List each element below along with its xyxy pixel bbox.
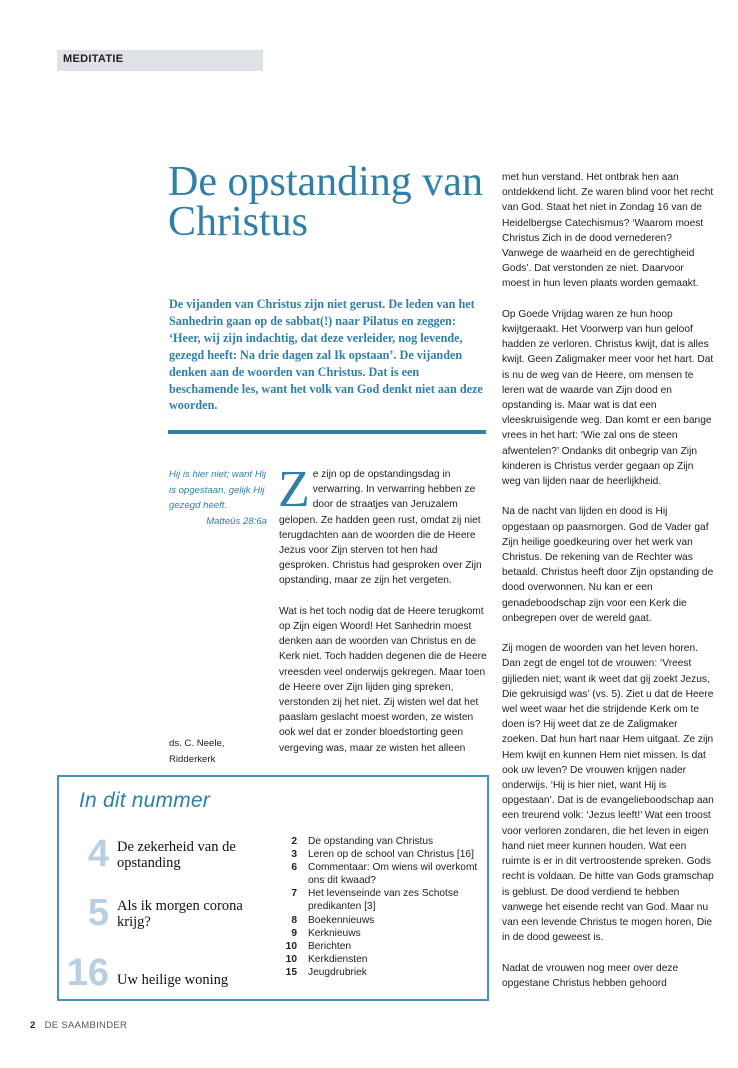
featured-page-number: 4 (87, 833, 109, 875)
body-column-1 (278, 461, 487, 756)
featured-title: De zekerheid van de opstanding (117, 839, 236, 871)
body-column-2 (502, 170, 714, 991)
body-paragraph: Zij mogen de woorden van het leven horen. Dan zegt de engel tot de vrouwen: ‘Vreest gijlieden niet; want ik weet dat gij zoekt Jezus, Die gekruisigd was’ (vs. 5). Ziet u dat de Heere wel weet waar het die strijdende Kerk om te doen is? Hij weet dat ze de Zaligmaker zoeken. Dat hun hart naar Hem uitgaat. Ze zijn Hem kwijt en kunnen Hem niet missen. Is dat ook uw leven? De vrouwen krijgen nader onderwijs. ‘Hij is hier niet, want Hij is opgestaan’. Dat is de evangelieboodschap aan een treurend volk: ‘Jezus leeft!’ Wat een troost voor verloren zondaren, die het leven in eigen hand niet meer kunnen houden. Wat een ruimte is er in dit vertroostende spreken. Gods recht is voldaan. De hitte van Gods gramschap is geblust. De dood verdiend te hebben vanwege het eisende recht van God. Maar nu van een levende Christus te mogen horen, Die in de dood geweest is. (502, 643, 714, 944)
toc-item[interactable] (281, 914, 481, 927)
author-place: Ridderkerk (169, 754, 216, 765)
footer-publication: DE SAAMBINDER (44, 1020, 128, 1031)
toc-item[interactable] (281, 940, 481, 953)
toc-item[interactable] (281, 835, 481, 848)
quote-reference: Matteüs 28:6a (206, 515, 267, 527)
page-footer (30, 1020, 127, 1031)
toc-page: 2 (291, 836, 297, 847)
toc-item[interactable] (281, 966, 481, 979)
toc-item[interactable] (281, 861, 481, 887)
toc-label: Het levenseinde van zes Schotse predikanten [3] (308, 888, 459, 913)
section-tag (57, 50, 263, 71)
toc-label: Jeugdrubriek (308, 966, 367, 978)
toc-page: 15 (285, 966, 297, 978)
article-title: De opstanding van Christus (168, 159, 483, 245)
toc-page: 10 (285, 953, 297, 965)
paragraph-text: e zijn op de opstandingsdag in verwarring. In verwarring hebben ze door de straatjes van Jeruzalem gelopen. Ze hadden geen rust, omdat zij niet terugdachten aan de woorden die de Heere Jezus voor Zijn sterven tot hen had gesproken. Christus had gesproken over Zijn opstanding, maar ze zijn het vergeten. (279, 469, 482, 587)
toc-page: 3 (291, 849, 297, 861)
toc-page: 10 (285, 940, 297, 952)
toc-label: De opstanding van Christus (308, 836, 434, 847)
featured-page-number: 16 (66, 952, 109, 994)
toc-label: Kerkdiensten (308, 953, 368, 965)
toc-page: 7 (291, 888, 297, 900)
article-intro: De vijanden van Christus zijn niet gerust. De leden van het Sanhedrin gaan op de sabbat(!) naar Pilatus en zeggen: ‘Heer, wij zijn indachtig, dat deze verleider, nog levende, gezegd heeft: Na drie dagen zal Ik opstaan’. De vijanden denken aan de woorden van Christus. Dat is een beschamende les, want het volk van God denkt niet aan deze woorden. (169, 297, 483, 413)
toc-page: 9 (291, 927, 297, 939)
toc-page: 6 (291, 862, 297, 874)
toc-label: Leren op de school van Christus [16] (308, 849, 474, 861)
featured-page-number: 5 (87, 892, 109, 934)
body-paragraph (278, 461, 487, 589)
footer-page-number: 2 (30, 1020, 36, 1031)
toc-heading: In dit nummer (79, 789, 210, 812)
toc-page: 8 (291, 914, 297, 926)
drop-cap: Z (278, 461, 310, 518)
quote-text: Hij is hier niet; want Hij is opgestaan, gelijk Hij gezegd heeft. (169, 469, 267, 511)
author-byline (169, 736, 267, 768)
intro-divider (168, 430, 486, 434)
featured-title: Als ik morgen corona krijg? (117, 898, 243, 930)
body-paragraph: Wat is het toch nodig dat de Heere terugkomt op Zijn eigen Woord! Het Sanhedrin moest denken aan de woorden van Christus en de Kerk niet. Toch hadden degenen die de Heere vreesden veel onderwijs gekregen. Maar toen de Heere over Zijn lijden ging spreken, verstonden zij het niet. Zij wisten wel dat het paaslam geslacht moest worden, ze wisten ook wel dat er zonder bloedstorting geen vergeving was, maar ze wisten het alleen (279, 605, 487, 754)
toc-label: Commentaar: Om wiens wil overkomt ons dit kwaad? (308, 862, 478, 887)
toc-list (281, 835, 481, 979)
table-of-contents (57, 775, 489, 1001)
featured-title: Uw heilige woning (117, 972, 229, 988)
toc-label: Berichten (308, 940, 352, 952)
body-paragraph: Op Goede Vrijdag waren ze hun hoop kwijtgeraakt. Het Voorwerp van hun geloof hadden ze verloren. Christus kwijt, dat is alles kwijt. Geen Zaligmaker meer voor het hart. Dat is nu de weg van de Heere, om mensen te leren wat de waarde van Zijn dood en opstanding is. Maar wat is dat een vleeskruisigende weg. Dan komt er een bange vrees in het hart: ‘Wie zal ons de steen afwentelen?’ Ondanks dit onbegrip van Zijn kinderen is Christus verder gegaan op Zijn weg van lijden naar de heerlijkheid. (502, 308, 714, 488)
bible-quote (169, 467, 267, 529)
toc-item[interactable] (281, 848, 481, 861)
author-name: ds. C. Neele, (169, 738, 225, 749)
toc-item[interactable] (281, 953, 481, 966)
section-label: MEDITATIE (63, 53, 124, 65)
toc-item[interactable] (281, 887, 481, 913)
body-paragraph: Na de nacht van lijden en dood is Hij opgestaan op paasmorgen. God de Vader gaf Zijn heilige goedkeuring over het werk van Christus. De rekening van de Rechter was betaald. Christus heeft door Zijn opstanding de dood overwonnen. Nu kan er een genadeboodschap zijn voor een Kerk die onbegrepen over de wereld gaat. (502, 506, 714, 624)
body-paragraph: met hun verstand. Het ontbrak hen aan ontdekkend licht. Ze waren blind voor het recht van God. Staat het niet in Zondag 16 van de Heidelbergse Catechismus? ‘Waarom moest Christus Zich in de dood vernederen? Vanwege de waarheid en de gerechtigheid Gods’. Dat verstonden ze niet. Daarvoor moest in hun leven plaats worden gemaakt. (502, 172, 714, 290)
toc-item[interactable] (281, 927, 481, 940)
toc-label: Kerknieuws (308, 927, 361, 939)
body-paragraph: Nadat de vrouwen nog meer over deze opgestane Christus hebben gehoord (502, 962, 679, 989)
toc-label: Boekennieuws (308, 914, 375, 926)
